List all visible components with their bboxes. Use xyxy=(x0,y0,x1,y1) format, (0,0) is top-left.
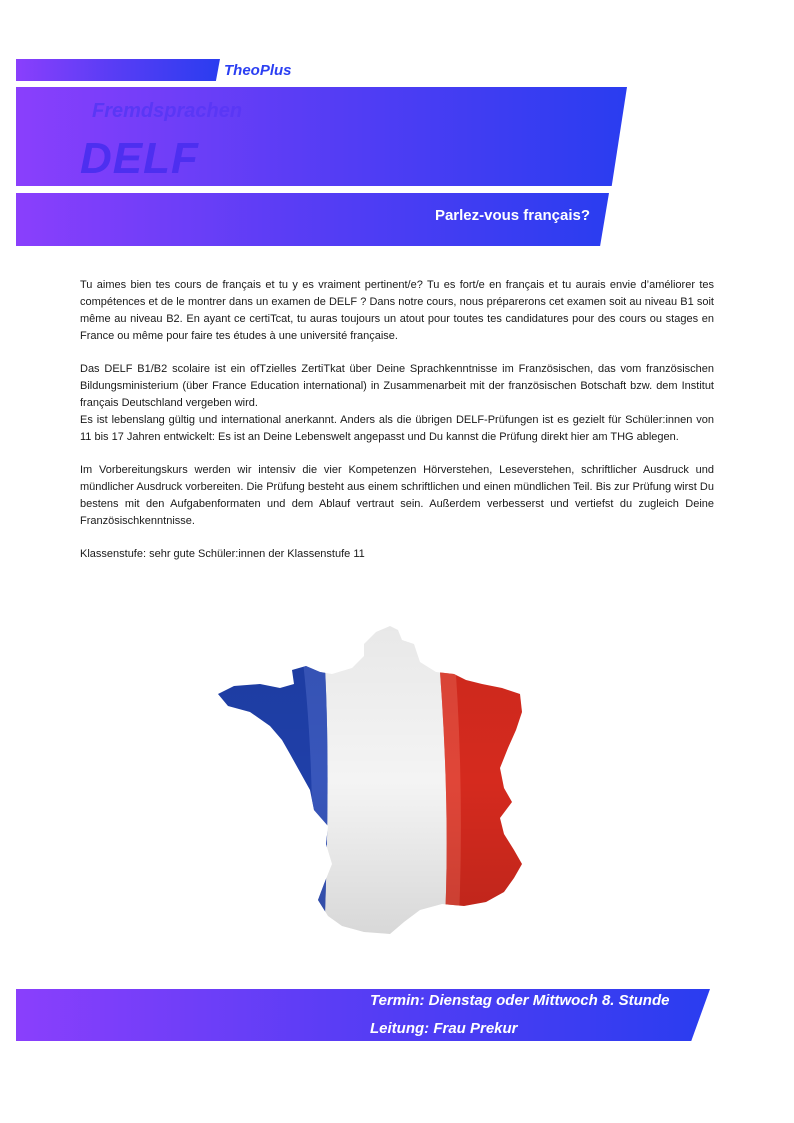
brand-strip xyxy=(16,59,220,81)
brand-name: TheoPlus xyxy=(224,62,292,79)
tagline: Parlez-vous français? xyxy=(434,207,590,224)
subject-title: Fremdsprachen xyxy=(92,100,243,122)
paragraph-validity: Es ist lebenslang gültig und international anerkannt. Anders als die übrigen DELF-Prüfungen ist es gezielt für Schüler:innen von 11 bis 17 Jahren entwickelt: Es ist an Deine Lebenswelt angepasst und Du kannst die Prüfung direkt hier am THG ablegen. xyxy=(80,414,714,443)
footer-instructor: Leitung: Frau Prekur xyxy=(370,1020,518,1037)
body-text xyxy=(80,277,714,579)
france-flag-map-icon xyxy=(214,622,532,940)
course-title: DELF xyxy=(80,134,199,183)
footer-schedule: Termin: Dienstag oder Mittwoch 8. Stunde xyxy=(370,992,670,1009)
paragraph-delf-info: Das DELF B1/B2 scolaire ist ein ofTzielles ZertiTkat über Deine Sprachkenntnisse im Französischen, das vom französischen Bildungsministerium (über France Education international) in Zusammenarbeit mit der französischen Botschaft bzw. dem Institut français Deutschland vergeben wird. xyxy=(80,363,714,409)
paragraph-course: Im Vorbereitungskurs werden wir intensiv die vier Kompetenzen Hörverstehen, Leseverstehen, schriftlicher Ausdruck und mündlicher Ausdruck vorbereiten. Die Prüfung besteht aus einem schriftlichen und einen mündlichen Teil. Bis zur Prüfung wirst Du bestens mit den Aufgabenformaten und dem Ablauf vertraut sein. Außerdem verbesserst und vertiefst du zugleich Deine Französischkenntnisse. xyxy=(80,464,714,527)
paragraph-grade-level: Klassenstufe: sehr gute Schüler:innen der Klassenstufe 11 xyxy=(80,548,365,560)
paragraph-intro-fr: Tu aimes bien tes cours de français et tu y es vraiment pertinent/e? Tu es fort/e en français et tu aurais envie d’améliorer tes compétences et de le montrer dans un examen de DELF ? Dans notre cours, nous préparerons cet examen soit au niveau B1 soit même au niveau B2. En ayant ce certiTcat, tu auras toujours un atout pour toutes tes candidatures pour des cours ou stages en France ou même pour faire tes études à une université française. xyxy=(80,279,714,342)
